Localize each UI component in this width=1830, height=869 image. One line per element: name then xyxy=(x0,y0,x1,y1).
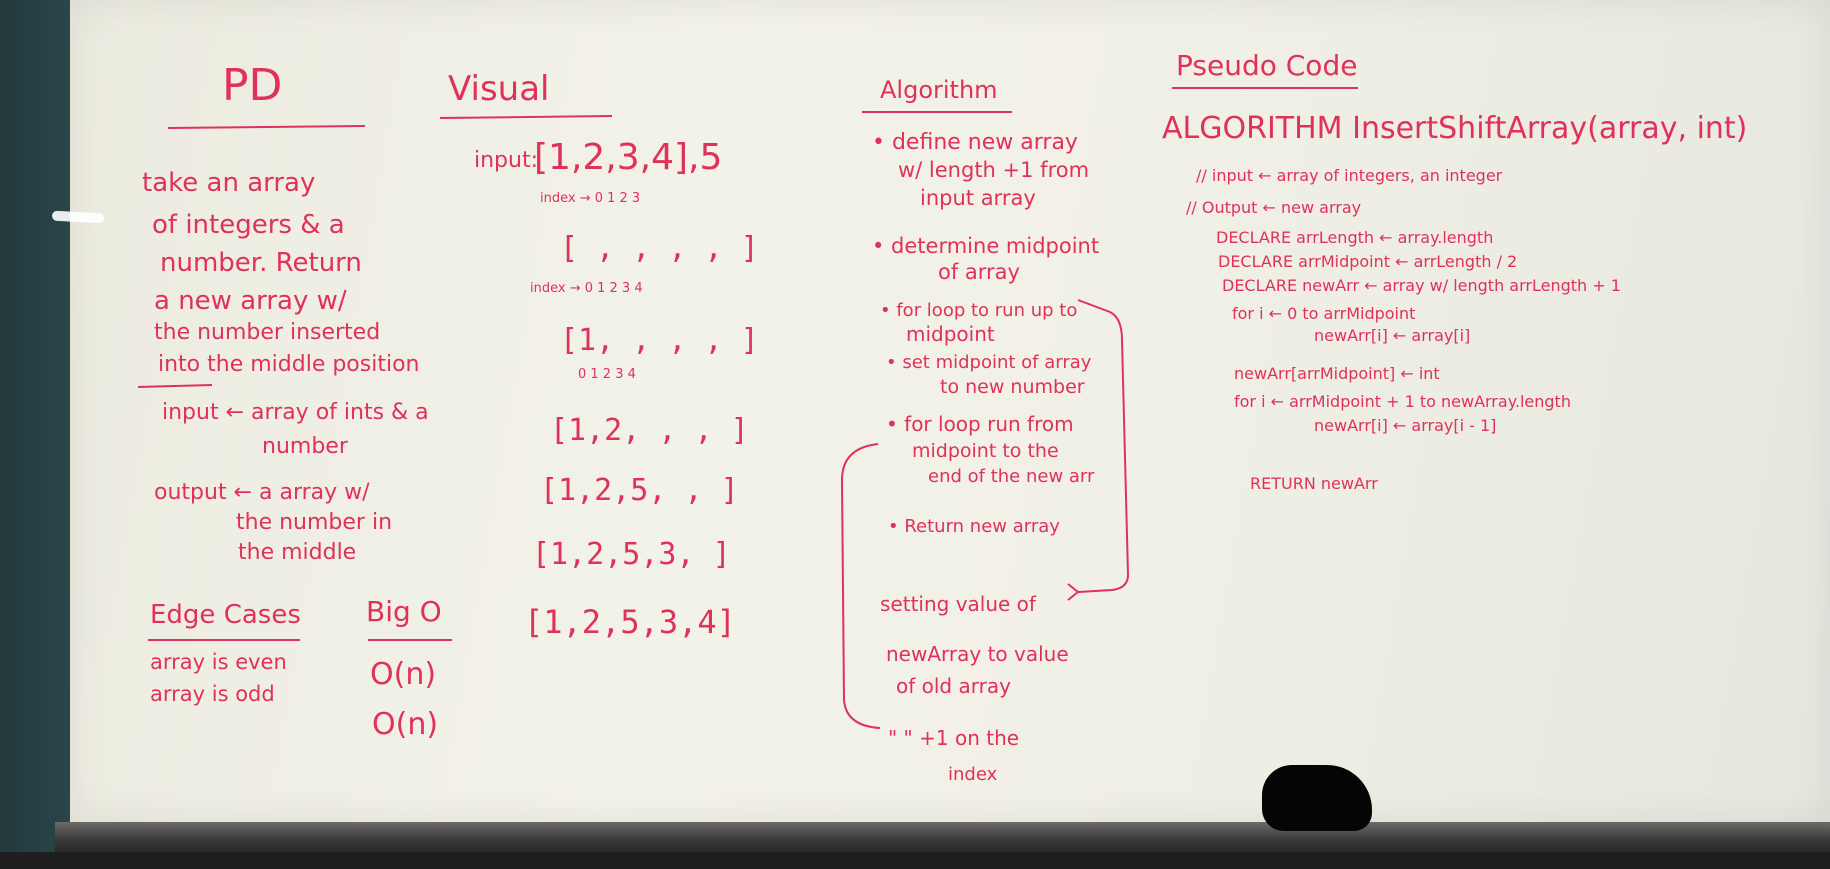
visual-index-label-2: index → 0 1 2 3 4 xyxy=(530,281,643,296)
pd-output-line-1: output ← a array w/ xyxy=(154,480,370,505)
bigo-time: O(n) xyxy=(370,657,437,692)
edge-cases-title: Edge Cases xyxy=(150,600,301,630)
visual-step-5: [1,2,5,3, ] xyxy=(532,537,731,572)
pd-input-line-2: number xyxy=(262,434,348,459)
pseudo-line-11: RETURN newArr xyxy=(1250,474,1378,493)
visual-title: Visual xyxy=(448,69,550,109)
visual-index-label-3: 0 1 2 3 4 xyxy=(578,367,636,382)
bigo-space: O(n) xyxy=(372,707,439,742)
algorithm-step-13: • Return new array xyxy=(888,516,1060,537)
algorithm-step-11: midpoint to the xyxy=(912,440,1059,462)
pseudo-line-7: newArr[i] ← array[i] xyxy=(1314,326,1471,345)
algorithm-step-12: end of the new arr xyxy=(928,466,1095,487)
algorithm-note-3: of old array xyxy=(896,674,1011,698)
pseudo-line-3: DECLARE arrLength ← array.length xyxy=(1216,228,1494,247)
visual-index-label-1: index → 0 1 2 3 xyxy=(540,191,641,206)
pd-problem-line-3: number. Return xyxy=(160,248,362,278)
visual-step-4: [1,2,5, , ] xyxy=(540,473,739,508)
algorithm-note-2: newArray to value xyxy=(886,642,1069,666)
visual-step-2: [1, , , , ] xyxy=(560,323,759,358)
pd-problem-line-2: of integers & a xyxy=(152,210,345,240)
algorithm-step-8: • set midpoint of array xyxy=(886,352,1092,373)
pd-output-line-3: the middle xyxy=(238,540,357,565)
pseudo-signature: ALGORITHM InsertShiftArray(array, int) xyxy=(1162,111,1748,146)
pd-problem-line-6: into the middle position xyxy=(158,352,420,377)
pseudo-line-4: DECLARE arrMidpoint ← arrLength / 2 xyxy=(1218,252,1518,271)
pd-input-line-1: input ← array of ints & a xyxy=(162,400,429,425)
visual-step-6: [1,2,5,3,4] xyxy=(524,603,736,641)
bigo-title: Big O xyxy=(366,595,442,628)
pseudo-line-8: newArr[arrMidpoint] ← int xyxy=(1234,364,1440,383)
visual-input-label: input: xyxy=(474,148,539,173)
algorithm-title: Algorithm xyxy=(880,76,998,104)
pseudo-line-1: // input ← array of integers, an integer xyxy=(1196,166,1503,185)
algorithm-step-5: of array xyxy=(938,260,1020,284)
algorithm-note-4: " " +1 on the xyxy=(888,726,1020,750)
visual-step-1: [ , , , , ] xyxy=(560,231,759,266)
algorithm-note-5: index xyxy=(948,764,998,785)
pd-problem-line-4: a new array w/ xyxy=(154,286,347,316)
pd-title: PD xyxy=(222,60,283,111)
algorithm-step-9: to new number xyxy=(940,376,1085,398)
algorithm-step-4: • determine midpoint xyxy=(872,234,1100,258)
pd-problem-line-5: the number inserted xyxy=(154,320,381,345)
algorithm-step-7: midpoint xyxy=(906,322,995,346)
algorithm-step-10: • for loop run from xyxy=(886,412,1074,436)
pseudo-line-6: for i ← 0 to arrMidpoint xyxy=(1232,304,1416,323)
edge-case-even: array is even xyxy=(150,650,287,674)
visual-input-array: [1,2,3,4],5 xyxy=(534,137,723,178)
edge-case-odd: array is odd xyxy=(150,682,275,706)
pd-problem-line-1: take an array xyxy=(142,168,316,198)
algorithm-step-6: • for loop to run up to xyxy=(880,300,1078,321)
algorithm-step-1: • define new array xyxy=(872,130,1078,155)
pseudo-title: Pseudo Code xyxy=(1176,49,1358,82)
pseudo-line-2: // Output ← new array xyxy=(1186,198,1362,217)
pseudo-line-9: for i ← arrMidpoint + 1 to newArray.length xyxy=(1234,392,1571,411)
algorithm-step-2: w/ length +1 from xyxy=(898,158,1090,182)
algorithm-step-3: input array xyxy=(920,186,1036,210)
visual-step-3: [1,2, , , ] xyxy=(550,413,749,448)
algorithm-note-1: setting value of xyxy=(880,592,1036,616)
pseudo-line-10: newArr[i] ← array[i - 1] xyxy=(1314,416,1497,435)
pd-output-line-2: the number in xyxy=(236,510,393,535)
pseudo-line-5: DECLARE newArr ← array w/ length arrLength + 1 xyxy=(1222,276,1621,295)
